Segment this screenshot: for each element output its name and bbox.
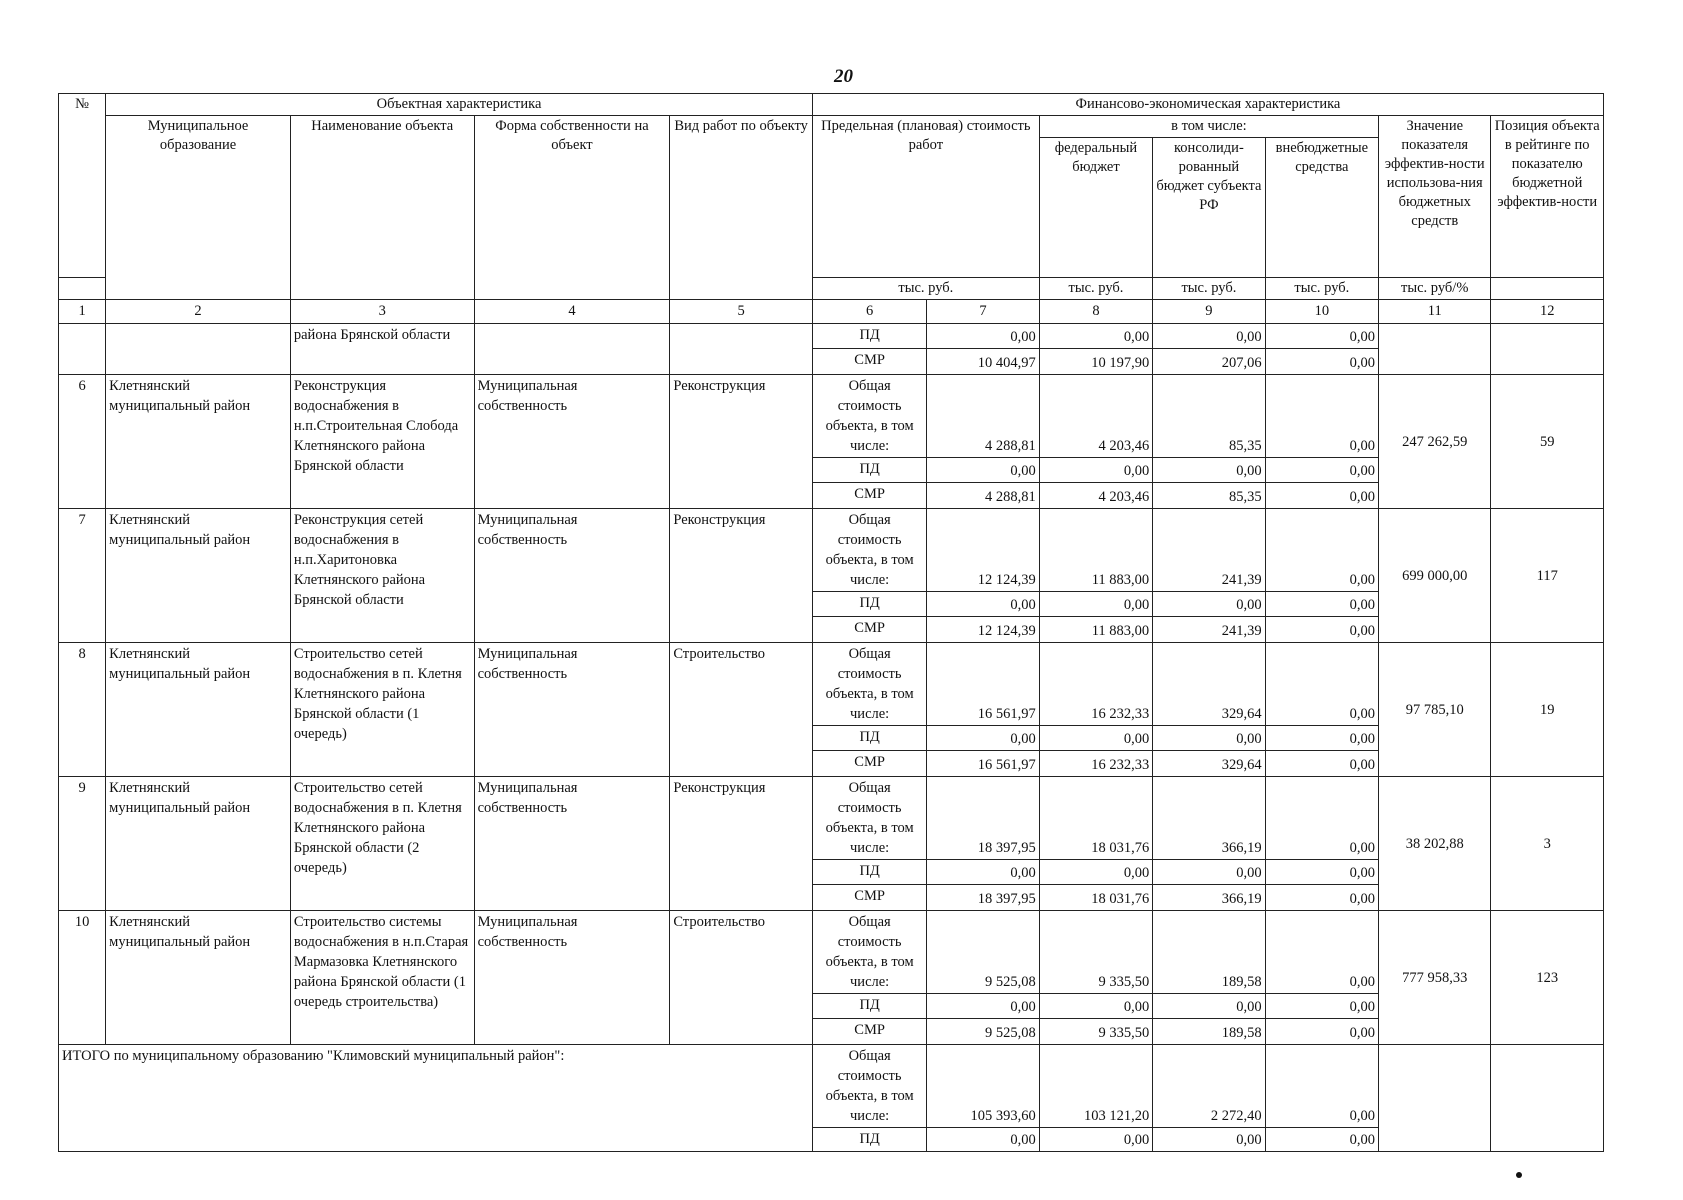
smr-label: СМР <box>812 751 926 777</box>
smr-value: 0,00 <box>1265 349 1378 375</box>
pd-value: 0,00 <box>1039 994 1152 1019</box>
pd-label: ПД <box>812 1128 926 1152</box>
smr-label: СМР <box>812 1019 926 1045</box>
stray-mark <box>1516 1172 1522 1178</box>
work-type: Строительство <box>670 911 813 1045</box>
column-number-4: 4 <box>474 300 670 324</box>
column-number-2: 2 <box>106 300 291 324</box>
smr-value: 18 031,76 <box>1039 885 1152 911</box>
object-name: Строительство сетей водоснабжения в п. Клетня Клетнянского района Брянской области (2 очередь) <box>290 777 474 911</box>
pd-value: 0,00 <box>927 592 1039 617</box>
municipality-name: Клетнянский муниципальный район <box>106 777 291 911</box>
pd-value: 0,00 <box>1153 324 1265 349</box>
continuation-row-pd <box>59 324 1604 349</box>
smr-value: 10 404,97 <box>927 349 1039 375</box>
pd-value: 0,00 <box>1265 324 1378 349</box>
pd-value: 0,00 <box>1039 458 1152 483</box>
row-number: 10 <box>59 911 106 1045</box>
unit-extrabudgetary: тыс. руб. <box>1265 278 1378 300</box>
municipality-name: Клетнянский муниципальный район <box>106 643 291 777</box>
total-value: 4 288,81 <box>927 375 1039 458</box>
cont-own-cell <box>474 324 670 375</box>
object-row <box>59 777 1604 860</box>
total-value: 0,00 <box>1265 509 1378 592</box>
total-value: 0,00 <box>1265 911 1378 994</box>
work-type: Реконструкция <box>670 509 813 643</box>
pd-value: 0,00 <box>927 324 1039 349</box>
header-object-characteristic: Объектная характеристика <box>106 94 813 116</box>
smr-value: 9 525,08 <box>927 1019 1039 1045</box>
efficiency-value: 247 262,59 <box>1379 375 1491 509</box>
total-value: 0,00 <box>1265 643 1378 726</box>
pd-value: 0,00 <box>927 994 1039 1019</box>
cont-rank-cell <box>1491 324 1604 375</box>
work-type: Строительство <box>670 643 813 777</box>
itogo-total-value: 2 272,40 <box>1153 1045 1265 1128</box>
column-number-5: 5 <box>670 300 813 324</box>
pd-value: 0,00 <box>927 458 1039 483</box>
object-name: Строительство системы водоснабжения в н.п.Старая Мармазовка Клетнянского района Брянской области (1 очередь строительства) <box>290 911 474 1045</box>
header-no: № <box>59 94 106 278</box>
pd-value: 0,00 <box>1153 458 1265 483</box>
column-number-9: 9 <box>1153 300 1265 324</box>
smr-value: 11 883,00 <box>1039 617 1152 643</box>
column-number-6: 6 <box>812 300 926 324</box>
total-value: 9 335,50 <box>1039 911 1152 994</box>
cont-work-cell <box>670 324 813 375</box>
unit-efficiency: тыс. руб/% <box>1379 278 1491 300</box>
column-numbers-row <box>59 300 1604 324</box>
pd-value: 0,00 <box>1265 994 1378 1019</box>
total-value: 366,19 <box>1153 777 1265 860</box>
object-name: Строительство сетей водоснабжения в п. Клетня Клетнянского района Брянской области (1 очередь) <box>290 643 474 777</box>
total-value: 85,35 <box>1153 375 1265 458</box>
municipality-name: Клетнянский муниципальный район <box>106 509 291 643</box>
total-value: 189,58 <box>1153 911 1265 994</box>
total-value: 0,00 <box>1265 777 1378 860</box>
total-value: 9 525,08 <box>927 911 1039 994</box>
total-value: 4 203,46 <box>1039 375 1152 458</box>
unit-consolidated: тыс. руб. <box>1153 278 1265 300</box>
total-label: Общая стоимость объекта, в том числе: <box>812 911 926 994</box>
header-ownership: Форма собственности на объект <box>474 116 670 300</box>
rating-position: 3 <box>1491 777 1604 911</box>
smr-value: 0,00 <box>1265 751 1378 777</box>
efficiency-value: 97 785,10 <box>1379 643 1491 777</box>
pd-label: ПД <box>812 994 926 1019</box>
smr-value: 0,00 <box>1265 1019 1378 1045</box>
column-number-8: 8 <box>1039 300 1152 324</box>
itogo-row <box>59 1045 1604 1128</box>
ownership-form: Муниципальная собственность <box>474 777 670 911</box>
smr-value: 366,19 <box>1153 885 1265 911</box>
work-type: Реконструкция <box>670 777 813 911</box>
row-number: 9 <box>59 777 106 911</box>
itogo-pd-value: 0,00 <box>1153 1128 1265 1152</box>
object-row <box>59 643 1604 726</box>
total-value: 12 124,39 <box>927 509 1039 592</box>
pd-label: ПД <box>812 726 926 751</box>
efficiency-value: 699 000,00 <box>1379 509 1491 643</box>
efficiency-value: 777 958,33 <box>1379 911 1491 1045</box>
rating-position: 19 <box>1491 643 1604 777</box>
pd-value: 0,00 <box>1265 726 1378 751</box>
cont-eff-cell <box>1379 324 1491 375</box>
row-number: 7 <box>59 509 106 643</box>
column-number-11: 11 <box>1379 300 1491 324</box>
itogo-pd-value: 0,00 <box>1039 1128 1152 1152</box>
pd-value: 0,00 <box>1153 994 1265 1019</box>
pd-label: ПД <box>812 592 926 617</box>
rating-position: 59 <box>1491 375 1604 509</box>
object-row <box>59 375 1604 458</box>
pd-value: 0,00 <box>1039 592 1152 617</box>
total-value: 329,64 <box>1153 643 1265 726</box>
itogo-total-value: 105 393,60 <box>927 1045 1039 1128</box>
total-value: 16 561,97 <box>927 643 1039 726</box>
total-label: Общая стоимость объекта, в том числе: <box>812 777 926 860</box>
object-name: Реконструкция водоснабжения в н.п.Строительная Слобода Клетнянского района Брянской области <box>290 375 474 509</box>
column-number-10: 10 <box>1265 300 1378 324</box>
pd-label: ПД <box>812 458 926 483</box>
rating-position: 123 <box>1491 911 1604 1045</box>
object-row <box>59 509 1604 592</box>
column-number-12: 12 <box>1491 300 1604 324</box>
header-consolidated-budget: консолиди-рованный бюджет субъекта РФ <box>1153 138 1265 278</box>
smr-value: 16 232,33 <box>1039 751 1152 777</box>
object-name: Реконструкция сетей водоснабжения в н.п.Харитоновка Клетнянского района Брянской области <box>290 509 474 643</box>
smr-value: 18 397,95 <box>927 885 1039 911</box>
smr-value: 329,64 <box>1153 751 1265 777</box>
budget-objects-table <box>58 93 1604 1152</box>
pd-value: 0,00 <box>1265 592 1378 617</box>
cont-object-name: района Брянской области <box>290 324 474 375</box>
column-number-7: 7 <box>927 300 1039 324</box>
smr-value: 16 561,97 <box>927 751 1039 777</box>
total-value: 18 397,95 <box>927 777 1039 860</box>
header-financial-characteristic: Финансово-экономическая характеристика <box>812 94 1603 116</box>
total-value: 16 232,33 <box>1039 643 1152 726</box>
pd-label: ПД <box>812 324 926 349</box>
smr-value: 0,00 <box>1265 617 1378 643</box>
ownership-form: Муниципальная собственность <box>474 509 670 643</box>
pd-value: 0,00 <box>927 726 1039 751</box>
cont-mun-cell <box>106 324 291 375</box>
pd-value: 0,00 <box>1265 458 1378 483</box>
ownership-form: Муниципальная собственность <box>474 643 670 777</box>
smr-value: 85,35 <box>1153 483 1265 509</box>
cont-no-cell <box>59 324 106 375</box>
header-municipality: Муниципальное образование <box>106 116 291 300</box>
row-number: 6 <box>59 375 106 509</box>
smr-value: 10 197,90 <box>1039 349 1152 375</box>
column-number-3: 3 <box>290 300 474 324</box>
ownership-form: Муниципальная собственность <box>474 375 670 509</box>
smr-value: 12 124,39 <box>927 617 1039 643</box>
row-number: 8 <box>59 643 106 777</box>
column-number-1: 1 <box>59 300 106 324</box>
smr-value: 9 335,50 <box>1039 1019 1152 1045</box>
work-type: Реконструкция <box>670 375 813 509</box>
pd-label: ПД <box>812 860 926 885</box>
smr-label: СМР <box>812 483 926 509</box>
page-number: 20 <box>834 66 853 87</box>
pd-value: 0,00 <box>1039 860 1152 885</box>
object-row <box>59 911 1604 994</box>
itogo-eff-cell <box>1379 1045 1491 1152</box>
pd-value: 0,00 <box>927 860 1039 885</box>
smr-value: 4 288,81 <box>927 483 1039 509</box>
header-efficiency: Значение показателя эффектив-ности использова-ния бюджетных средств <box>1379 116 1491 278</box>
total-value: 0,00 <box>1265 375 1378 458</box>
smr-label: СМР <box>812 617 926 643</box>
pd-value: 0,00 <box>1153 860 1265 885</box>
unit-cost: тыс. руб. <box>812 278 1039 300</box>
smr-value: 0,00 <box>1265 885 1378 911</box>
smr-value: 0,00 <box>1265 483 1378 509</box>
header-rating: Позиция объекта в рейтинге по показателю бюджетной эффектив-ности <box>1491 116 1604 278</box>
header-including: в том числе: <box>1039 116 1378 138</box>
pd-value: 0,00 <box>1039 726 1152 751</box>
rating-position: 117 <box>1491 509 1604 643</box>
pd-value: 0,00 <box>1265 860 1378 885</box>
total-label: Общая стоимость объекта, в том числе: <box>812 509 926 592</box>
smr-value: 241,39 <box>1153 617 1265 643</box>
smr-label: СМР <box>812 349 926 375</box>
municipality-name: Клетнянский муниципальный район <box>106 375 291 509</box>
itogo-rank-cell <box>1491 1045 1604 1152</box>
itogo-total-value: 103 121,20 <box>1039 1045 1152 1128</box>
total-value: 11 883,00 <box>1039 509 1152 592</box>
smr-value: 207,06 <box>1153 349 1265 375</box>
total-value: 18 031,76 <box>1039 777 1152 860</box>
smr-value: 189,58 <box>1153 1019 1265 1045</box>
ownership-form: Муниципальная собственность <box>474 911 670 1045</box>
itogo-pd-value: 0,00 <box>1265 1128 1378 1152</box>
total-value: 241,39 <box>1153 509 1265 592</box>
itogo-label: ИТОГО по муниципальному образованию "Климовский муниципальный район": <box>59 1045 813 1152</box>
unit-rating-empty <box>1491 278 1604 300</box>
smr-label: СМР <box>812 885 926 911</box>
total-label: Общая стоимость объекта, в том числе: <box>812 643 926 726</box>
itogo-pd-value: 0,00 <box>927 1128 1039 1152</box>
header-extrabudgetary: внебюджетные средства <box>1265 138 1378 278</box>
header-work-type: Вид работ по объекту <box>670 116 813 300</box>
header-object-name: Наименование объекта <box>290 116 474 300</box>
pd-value: 0,00 <box>1153 726 1265 751</box>
header-limit-cost: Предельная (плановая) стоимость работ <box>812 116 1039 278</box>
total-label: Общая стоимость объекта, в том числе: <box>812 1045 926 1128</box>
smr-value: 4 203,46 <box>1039 483 1152 509</box>
pd-value: 0,00 <box>1153 592 1265 617</box>
header-federal-budget: федеральный бюджет <box>1039 138 1152 278</box>
municipality-name: Клетнянский муниципальный район <box>106 911 291 1045</box>
itogo-total-value: 0,00 <box>1265 1045 1378 1128</box>
total-label: Общая стоимость объекта, в том числе: <box>812 375 926 458</box>
efficiency-value: 38 202,88 <box>1379 777 1491 911</box>
pd-value: 0,00 <box>1039 324 1152 349</box>
unit-federal: тыс. руб. <box>1039 278 1152 300</box>
